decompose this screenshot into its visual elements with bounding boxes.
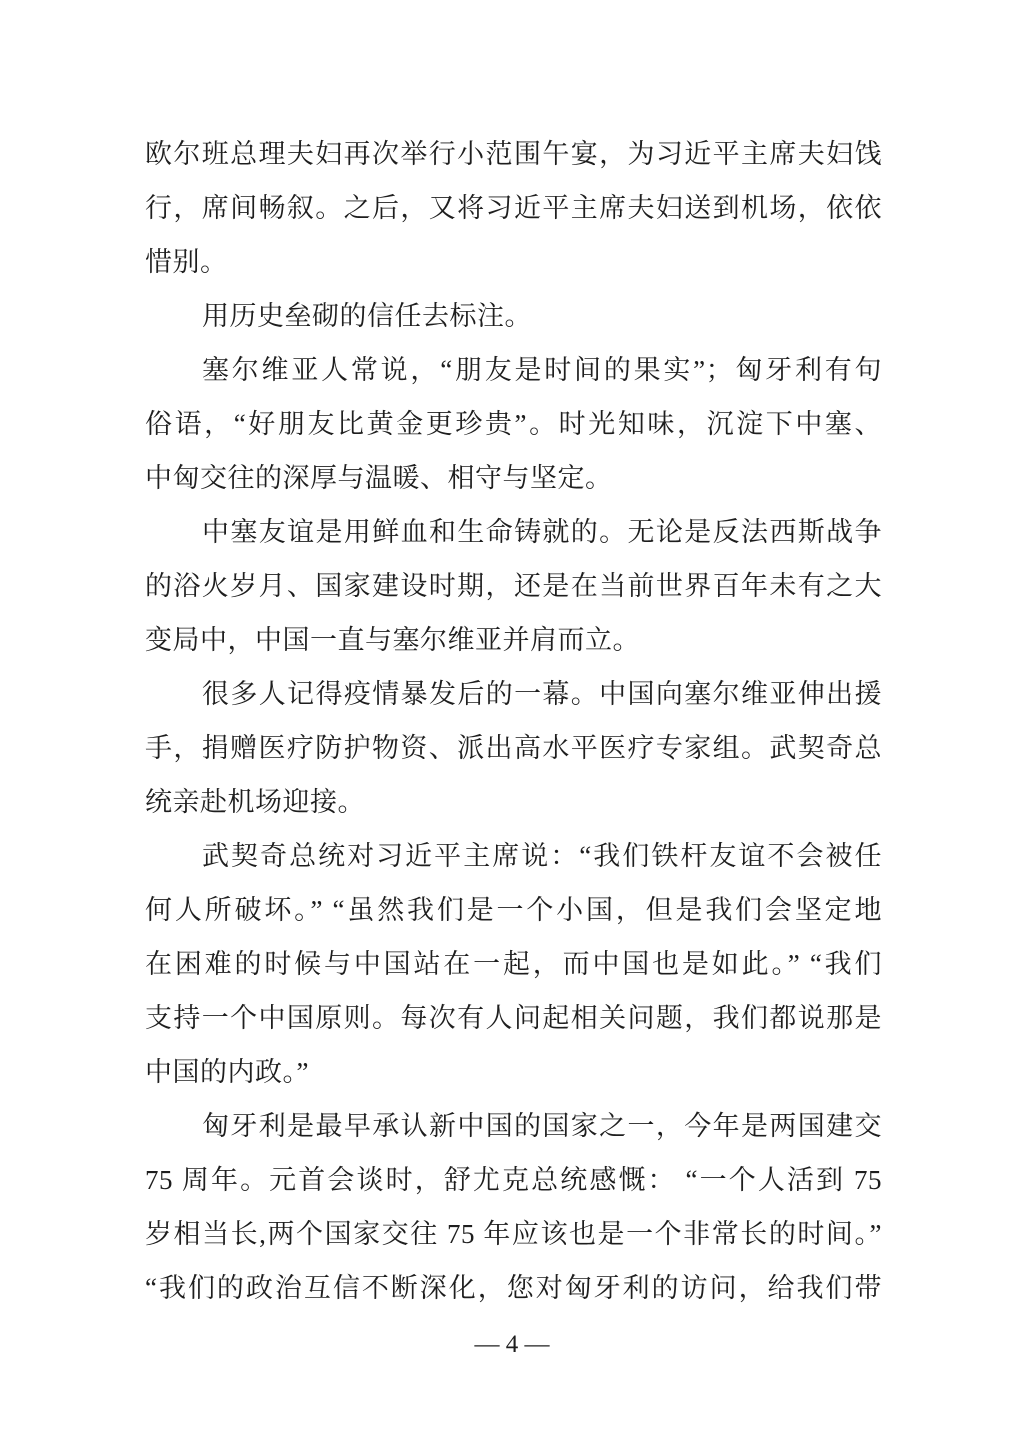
text-line: 中塞友谊是用鲜血和生命铸就的。无论是反法西斯战争 (202, 517, 882, 547)
page-footer (0, 1330, 1024, 1360)
text-line: 变局中，中国一直与塞尔维亚并肩而立。 (145, 625, 640, 655)
text-line: 何人所破坏。” “虽然我们是一个小国，但是我们会坚定地 (145, 895, 882, 925)
text-line: 的浴火岁月、国家建设时期，还是在当前世界百年未有之大 (145, 571, 882, 601)
page-number: — 4 — (474, 1331, 550, 1358)
document-body (145, 127, 882, 1315)
text-line: 欧尔班总理夫妇再次举行小范围午宴，为习近平主席夫妇饯 (145, 139, 882, 169)
text-line: 匈牙利是最早承认新中国的国家之一，今年是两国建交 (202, 1111, 882, 1141)
text-line: 支持一个中国原则。每次有人问起相关问题，我们都说那是 (145, 1003, 882, 1033)
text-line: 惜别。 (145, 247, 228, 277)
text-line: 手，捐赠医疗防护物资、派出高水平医疗专家组。武契奇总 (145, 733, 882, 763)
text-line: 武契奇总统对习近平主席说：“我们铁杆友谊不会被任 (202, 841, 882, 871)
text-line: 中匈交往的深厚与温暖、相守与坚定。 (145, 463, 613, 493)
text-line: 中国的内政。” (145, 1057, 309, 1087)
text-line: 用历史垒砌的信任去标注。 (202, 301, 532, 331)
text-line: “我们的政治互信不断深化，您对匈牙利的访问，给我们带 (145, 1273, 882, 1303)
text-line: 塞尔维亚人常说，“朋友是时间的果实”；匈牙利有句 (202, 355, 882, 385)
text-line: 在困难的时候与中国站在一起，而中国也是如此。” “我们 (145, 949, 882, 979)
text-line: 岁相当长,两个国家交往 75 年应该也是一个非常长的时间。” (145, 1219, 882, 1249)
text-line: 统亲赴机场迎接。 (145, 787, 365, 817)
text-line: 俗语，“好朋友比黄金更珍贵”。时光知味，沉淀下中塞、 (145, 409, 882, 439)
text-line: 行，席间畅叙。之后，又将习近平主席夫妇送到机场，依依 (145, 193, 882, 223)
text-line: 75 周年。元首会谈时，舒尤克总统感慨： “一个人活到 75 (145, 1165, 882, 1195)
text-line: 很多人记得疫情暴发后的一幕。中国向塞尔维亚伸出援 (202, 679, 882, 709)
